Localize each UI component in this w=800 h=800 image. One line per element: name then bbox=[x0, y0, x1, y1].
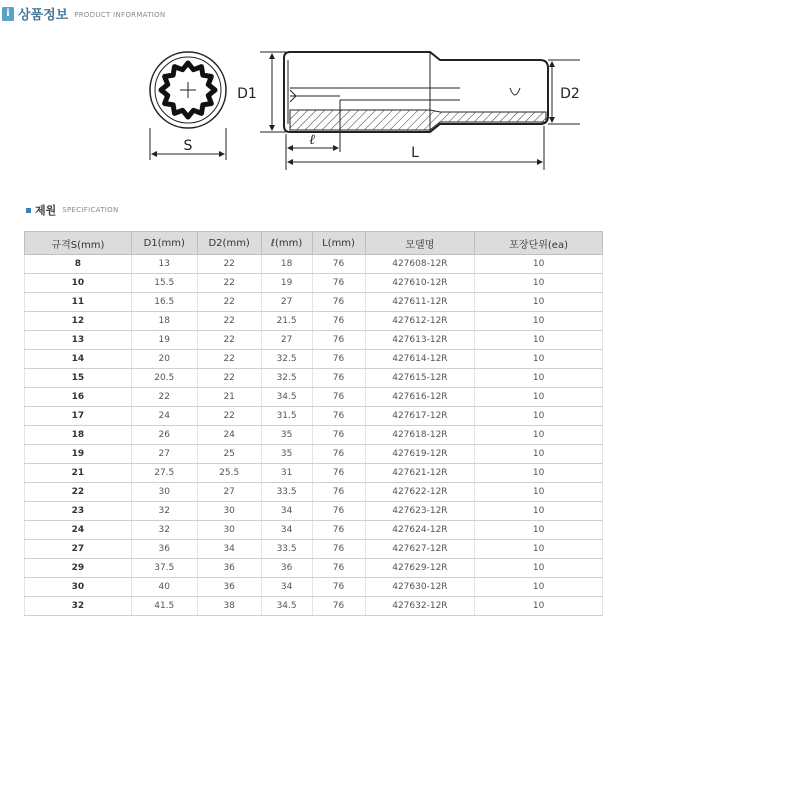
table-cell: 13 bbox=[131, 255, 197, 274]
table-cell: 10 bbox=[475, 502, 603, 521]
table-cell: 427621-12R bbox=[365, 464, 475, 483]
table-cell: 24 bbox=[25, 521, 132, 540]
product-info-header bbox=[2, 4, 166, 23]
table-cell: 427630-12R bbox=[365, 578, 475, 597]
table-cell: 34 bbox=[261, 521, 312, 540]
table-row bbox=[25, 331, 603, 350]
table-cell: 30 bbox=[25, 578, 132, 597]
table-cell: 10 bbox=[475, 445, 603, 464]
table-cell: 427627-12R bbox=[365, 540, 475, 559]
table-cell: 34 bbox=[261, 502, 312, 521]
spec-header bbox=[26, 202, 119, 218]
table-cell: 76 bbox=[312, 559, 365, 578]
dimension-s-label: S bbox=[183, 138, 193, 154]
table-cell: 76 bbox=[312, 502, 365, 521]
table-cell: 8 bbox=[25, 255, 132, 274]
table-row bbox=[25, 426, 603, 445]
table-row bbox=[25, 407, 603, 426]
table-cell: 34.5 bbox=[261, 388, 312, 407]
table-cell: 30 bbox=[131, 483, 197, 502]
table-cell: 15.5 bbox=[131, 274, 197, 293]
table-cell: 427608-12R bbox=[365, 255, 475, 274]
table-cell: 10 bbox=[475, 407, 603, 426]
table-cell: 21.5 bbox=[261, 312, 312, 331]
table-cell: 32.5 bbox=[261, 350, 312, 369]
table-cell: 29 bbox=[25, 559, 132, 578]
column-header: ℓ(mm) bbox=[261, 232, 312, 255]
table-cell: 16 bbox=[25, 388, 132, 407]
table-cell: 27 bbox=[197, 483, 261, 502]
table-cell: 21 bbox=[197, 388, 261, 407]
table-cell: 33.5 bbox=[261, 540, 312, 559]
table-cell: 427610-12R bbox=[365, 274, 475, 293]
table-cell: 22 bbox=[197, 350, 261, 369]
table-cell: 10 bbox=[475, 255, 603, 274]
table-cell: 19 bbox=[131, 331, 197, 350]
table-cell: 76 bbox=[312, 521, 365, 540]
table-cell: 21 bbox=[25, 464, 132, 483]
spec-title: 제원 bbox=[35, 204, 57, 217]
table-cell: 36 bbox=[197, 578, 261, 597]
table-cell: 427632-12R bbox=[365, 597, 475, 616]
table-cell: 10 bbox=[475, 540, 603, 559]
table-cell: 22 bbox=[25, 483, 132, 502]
table-cell: 76 bbox=[312, 274, 365, 293]
table-cell: 32 bbox=[131, 502, 197, 521]
table-cell: 427618-12R bbox=[365, 426, 475, 445]
table-cell: 32 bbox=[131, 521, 197, 540]
table-cell: 15 bbox=[25, 369, 132, 388]
table-cell: 13 bbox=[25, 331, 132, 350]
table-cell: 27 bbox=[261, 331, 312, 350]
table-cell: 427623-12R bbox=[365, 502, 475, 521]
socket-front-view bbox=[150, 52, 226, 160]
table-cell: 22 bbox=[197, 331, 261, 350]
table-cell: 27 bbox=[25, 540, 132, 559]
spec-table-body bbox=[25, 255, 603, 616]
table-cell: 76 bbox=[312, 540, 365, 559]
table-cell: 17 bbox=[25, 407, 132, 426]
square-bullet-icon bbox=[26, 208, 31, 213]
spec-table-header-row bbox=[25, 232, 603, 255]
table-cell: 10 bbox=[475, 350, 603, 369]
spec-table bbox=[24, 231, 603, 616]
table-cell: 24 bbox=[197, 426, 261, 445]
dimension-ell-label: ℓ bbox=[309, 132, 315, 148]
column-header: D1(mm) bbox=[131, 232, 197, 255]
table-cell: 22 bbox=[197, 407, 261, 426]
table-row bbox=[25, 464, 603, 483]
table-cell: 26 bbox=[131, 426, 197, 445]
table-cell: 10 bbox=[475, 578, 603, 597]
table-cell: 27 bbox=[261, 293, 312, 312]
table-cell: 11 bbox=[25, 293, 132, 312]
table-row bbox=[25, 369, 603, 388]
table-row bbox=[25, 540, 603, 559]
table-cell: 27.5 bbox=[131, 464, 197, 483]
table-cell: 33.5 bbox=[261, 483, 312, 502]
table-cell: 427617-12R bbox=[365, 407, 475, 426]
table-cell: 427622-12R bbox=[365, 483, 475, 502]
table-row bbox=[25, 597, 603, 616]
table-cell: 34 bbox=[197, 540, 261, 559]
table-cell: 427624-12R bbox=[365, 521, 475, 540]
table-row bbox=[25, 350, 603, 369]
column-header: D2(mm) bbox=[197, 232, 261, 255]
table-cell: 10 bbox=[475, 369, 603, 388]
table-row bbox=[25, 559, 603, 578]
table-cell: 12 bbox=[25, 312, 132, 331]
table-cell: 22 bbox=[197, 293, 261, 312]
table-cell: 35 bbox=[261, 445, 312, 464]
table-cell: 18 bbox=[261, 255, 312, 274]
table-cell: 76 bbox=[312, 464, 365, 483]
info-icon: i bbox=[2, 7, 14, 21]
table-cell: 34.5 bbox=[261, 597, 312, 616]
table-cell: 10 bbox=[475, 464, 603, 483]
table-cell: 76 bbox=[312, 369, 365, 388]
table-cell: 24 bbox=[131, 407, 197, 426]
table-cell: 76 bbox=[312, 312, 365, 331]
table-cell: 10 bbox=[475, 293, 603, 312]
dimension-d2-label: D2 bbox=[560, 86, 580, 102]
column-header: 포장단위(ea) bbox=[475, 232, 603, 255]
table-cell: 10 bbox=[475, 559, 603, 578]
table-cell: 76 bbox=[312, 597, 365, 616]
product-info-subtitle: PRODUCT INFORMATION bbox=[74, 10, 166, 19]
table-cell: 14 bbox=[25, 350, 132, 369]
table-cell: 10 bbox=[475, 274, 603, 293]
table-cell: 10 bbox=[475, 331, 603, 350]
table-cell: 36 bbox=[197, 559, 261, 578]
table-cell: 22 bbox=[197, 312, 261, 331]
table-cell: 427616-12R bbox=[365, 388, 475, 407]
product-info-title: 상품정보 bbox=[18, 8, 69, 23]
table-cell: 30 bbox=[197, 521, 261, 540]
table-cell: 18 bbox=[25, 426, 132, 445]
table-cell: 32 bbox=[25, 597, 132, 616]
table-cell: 76 bbox=[312, 407, 365, 426]
table-cell: 27 bbox=[131, 445, 197, 464]
table-cell: 76 bbox=[312, 388, 365, 407]
table-cell: 32.5 bbox=[261, 369, 312, 388]
table-cell: 38 bbox=[197, 597, 261, 616]
table-cell: 40 bbox=[131, 578, 197, 597]
table-cell: 22 bbox=[197, 274, 261, 293]
table-row bbox=[25, 521, 603, 540]
table-cell: 427614-12R bbox=[365, 350, 475, 369]
table-cell: 10 bbox=[475, 483, 603, 502]
table-cell: 37.5 bbox=[131, 559, 197, 578]
table-cell: 36 bbox=[131, 540, 197, 559]
table-cell: 20.5 bbox=[131, 369, 197, 388]
table-cell: 10 bbox=[25, 274, 132, 293]
table-cell: 22 bbox=[197, 255, 261, 274]
spec-subtitle: SPECIFICATION bbox=[62, 206, 119, 214]
table-cell: 10 bbox=[475, 597, 603, 616]
table-cell: 427612-12R bbox=[365, 312, 475, 331]
table-cell: 76 bbox=[312, 331, 365, 350]
table-cell: 10 bbox=[475, 312, 603, 331]
table-row bbox=[25, 445, 603, 464]
table-cell: 31.5 bbox=[261, 407, 312, 426]
table-cell: 76 bbox=[312, 483, 365, 502]
column-header: 규격S(mm) bbox=[25, 232, 132, 255]
table-row bbox=[25, 483, 603, 502]
table-row bbox=[25, 312, 603, 331]
table-row bbox=[25, 293, 603, 312]
dimension-l-label: L bbox=[411, 145, 419, 161]
table-cell: 427629-12R bbox=[365, 559, 475, 578]
table-cell: 41.5 bbox=[131, 597, 197, 616]
table-cell: 25.5 bbox=[197, 464, 261, 483]
table-cell: 10 bbox=[475, 426, 603, 445]
table-row bbox=[25, 502, 603, 521]
table-cell: 76 bbox=[312, 426, 365, 445]
table-cell: 20 bbox=[131, 350, 197, 369]
table-cell: 10 bbox=[475, 521, 603, 540]
table-cell: 76 bbox=[312, 445, 365, 464]
table-cell: 427613-12R bbox=[365, 331, 475, 350]
table-cell: 35 bbox=[261, 426, 312, 445]
table-cell: 30 bbox=[197, 502, 261, 521]
dimension-d1-label: D1 bbox=[237, 86, 257, 102]
table-cell: 34 bbox=[261, 578, 312, 597]
socket-dimension-diagram bbox=[140, 40, 590, 175]
table-row bbox=[25, 388, 603, 407]
table-cell: 22 bbox=[197, 369, 261, 388]
table-cell: 76 bbox=[312, 255, 365, 274]
table-row bbox=[25, 255, 603, 274]
table-cell: 427611-12R bbox=[365, 293, 475, 312]
socket-side-view bbox=[237, 52, 580, 170]
table-cell: 76 bbox=[312, 350, 365, 369]
table-cell: 16.5 bbox=[131, 293, 197, 312]
table-cell: 19 bbox=[261, 274, 312, 293]
column-header: L(mm) bbox=[312, 232, 365, 255]
table-cell: 31 bbox=[261, 464, 312, 483]
table-cell: 25 bbox=[197, 445, 261, 464]
table-cell: 10 bbox=[475, 388, 603, 407]
table-cell: 22 bbox=[131, 388, 197, 407]
table-cell: 427615-12R bbox=[365, 369, 475, 388]
table-cell: 427619-12R bbox=[365, 445, 475, 464]
table-cell: 36 bbox=[261, 559, 312, 578]
column-header: 모델명 bbox=[365, 232, 475, 255]
table-row bbox=[25, 578, 603, 597]
table-cell: 19 bbox=[25, 445, 132, 464]
table-cell: 23 bbox=[25, 502, 132, 521]
table-cell: 18 bbox=[131, 312, 197, 331]
table-row bbox=[25, 274, 603, 293]
table-cell: 76 bbox=[312, 578, 365, 597]
table-cell: 76 bbox=[312, 293, 365, 312]
